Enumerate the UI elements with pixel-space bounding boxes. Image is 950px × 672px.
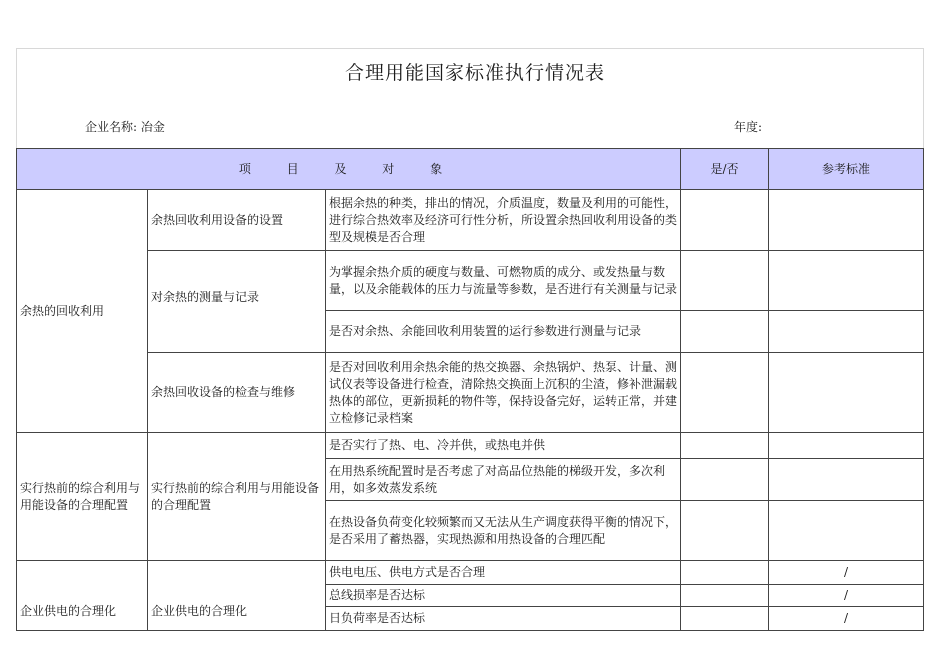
yes-no-cell[interactable] xyxy=(681,585,769,607)
standard-cell[interactable] xyxy=(769,190,924,251)
item-text: 根据余热的种类，排出的情况，介质温度，数量及利用的可能性，进行综合热效率及经济可行性分析，所设置余热回收利用设备的类型及规模是否合理 xyxy=(326,190,681,251)
yes-no-cell[interactable] xyxy=(681,459,769,501)
standard-cell[interactable]: / xyxy=(769,585,924,607)
standard-cell[interactable] xyxy=(769,353,924,433)
year-label: 年度: xyxy=(734,120,763,134)
section-name: 企业供电的合理化 xyxy=(17,561,148,631)
yes-no-cell[interactable] xyxy=(681,607,769,631)
group-name: 对余热的测量与记录 xyxy=(148,251,326,353)
yes-no-cell[interactable] xyxy=(681,433,769,459)
item-text: 在用热系统配置时是否考虑了对高品位热能的梯级开发，多次利用，如多效蒸发系统 xyxy=(326,459,681,501)
table-row xyxy=(17,353,924,433)
section-name: 余热的回收利用 xyxy=(17,190,148,433)
section-name: 实行热前的综合利用与用能设备的合理配置 xyxy=(17,433,148,561)
yes-no-cell[interactable] xyxy=(681,311,769,353)
standard-cell[interactable]: / xyxy=(769,607,924,631)
item-text: 日负荷率是否达标 xyxy=(326,607,681,631)
yes-no-cell[interactable] xyxy=(681,251,769,311)
standard-cell[interactable] xyxy=(769,251,924,311)
standard-cell[interactable]: / xyxy=(769,561,924,585)
yes-no-cell[interactable] xyxy=(681,561,769,585)
table-row xyxy=(17,433,924,459)
item-text: 总线损率是否达标 xyxy=(326,585,681,607)
enterprise-name xyxy=(85,118,165,135)
table-row xyxy=(17,251,924,311)
header-item: 项 目 及 对 象 xyxy=(17,149,681,190)
item-text: 是否对余热、余能回收利用装置的运行参数进行测量与记录 xyxy=(326,311,681,353)
standard-cell[interactable] xyxy=(769,311,924,353)
enterprise-label: 企业名称: xyxy=(85,120,138,134)
item-text: 在热设备负荷变化较频繁而又无法从生产调度获得平衡的情况下，是否采用了蓄热器，实现热源和用热设备的合理匹配 xyxy=(326,501,681,561)
standard-cell[interactable] xyxy=(769,459,924,501)
enterprise-value: 冶金 xyxy=(140,120,165,134)
group-name: 企业供电的合理化 xyxy=(148,561,326,631)
header-standard: 参考标准 xyxy=(769,149,924,190)
header-yes-no: 是/否 xyxy=(681,149,769,190)
group-name: 余热回收设备的检查与维修 xyxy=(148,353,326,433)
item-text: 为掌握余热介质的硬度与数量、可燃物质的成分、或发热量与数量，以及余能载体的压力与流量等参数，是否进行有关测量与记录 xyxy=(326,251,681,311)
standard-cell[interactable] xyxy=(769,433,924,459)
item-text: 供电电压、供电方式是否合理 xyxy=(326,561,681,585)
page-title: 合理用能国家标准执行情况表 xyxy=(344,62,605,84)
standards-table xyxy=(16,148,924,631)
item-text: 是否实行了热、电、冷并供，或热电并供 xyxy=(326,433,681,459)
group-name: 余热回收利用设备的设置 xyxy=(148,190,326,251)
group-name: 实行热前的综合利用与用能设备的合理配置 xyxy=(148,433,326,561)
item-text: 是否对回收利用余热余能的热交换器、余热锅炉、热泵、计量、测试仪表等设备进行检查，清除热交换面上沉积的尘渣，修补泄漏载热体的部位，更新损耗的物件等，保持设备完好，运转正常，并建立检修记录档案 xyxy=(326,353,681,433)
yes-no-cell[interactable] xyxy=(681,190,769,251)
table-row xyxy=(17,561,924,585)
table-header-row xyxy=(17,149,924,190)
yes-no-cell[interactable] xyxy=(681,501,769,561)
yes-no-cell[interactable] xyxy=(681,353,769,433)
table-row xyxy=(17,190,924,251)
standard-cell[interactable] xyxy=(769,501,924,561)
